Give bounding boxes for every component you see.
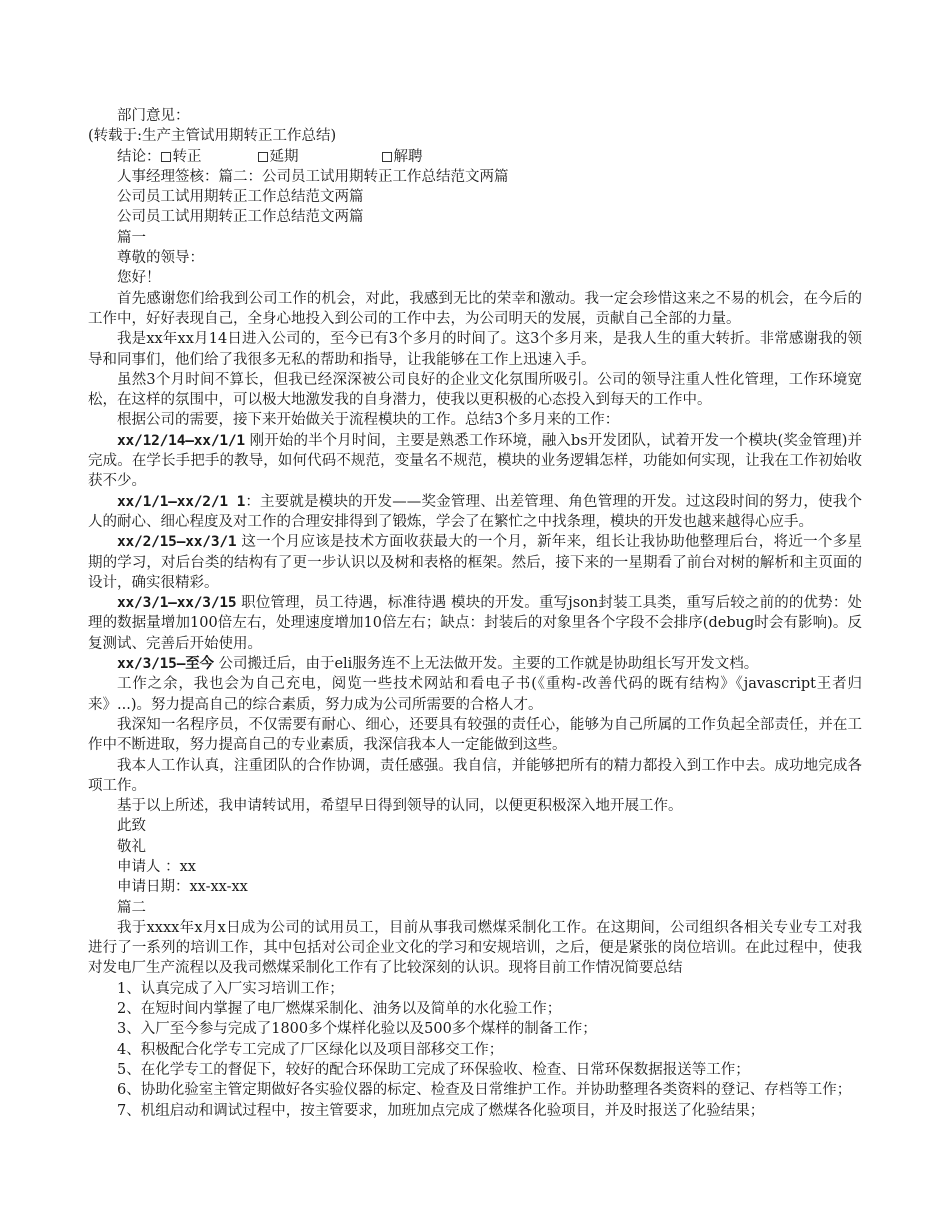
doc-title: 公司员工试用期转正工作总结范文两篇 xyxy=(117,189,364,206)
closing: 此致 xyxy=(117,818,146,835)
paragraph: 我于xxxx年x月x日成为公司的试用员工，目前从事我司燃煤采制化工作。在这期间，公司组织各相关专业专工对我进行了一系列的培训工作，其中包括对公司企业文化的学习和安规培训，之后，便是紧张的岗位培训。在此过程中，使我对发电厂生产流程以及我司燃煤采制化工作有了比较深刻的认识。现将目前工作情况简要总结 xyxy=(88,919,862,977)
applicant: 申请人 ：xx xyxy=(117,858,196,875)
list-item: 2、在短时间内掌握了电厂燃煤采制化、油务以及简单的水化验工作； xyxy=(117,1001,562,1018)
closing: 敬礼 xyxy=(117,838,146,855)
timeline-text: 公司搬迁后，由于eli服务连不上无法做开发。主要的工作就是协助组长写开发文档。 xyxy=(213,656,759,673)
timeline-date: xx/12/14—xx/1/1 xyxy=(117,432,245,449)
verdict-row xyxy=(88,147,862,167)
list-item: 5、在化学专工的督促下，较好的配合环保助工完成了环保验收、检查、日常环保数据报送等工作； xyxy=(117,1061,750,1078)
verdict-option-confirm: 转正 xyxy=(172,148,202,165)
list-item: 1、认真完成了入厂实习培训工作； xyxy=(117,980,344,997)
timeline-date: xx/3/1—xx/3/15 xyxy=(117,595,237,612)
doc-title: 公司员工试用期转正工作总结范文两篇 xyxy=(117,209,364,226)
paragraph: 工作之余，我也会为自己充电，阅览一些技术网站和看电子书(《重构-改善代码的既有结构》《javascript王者归来》...)。努力提高自己的综合素质，努力成为公司所需要的合格人才。 xyxy=(88,676,862,713)
hr-signoff: 人事经理签核：篇二：公司员工试用期转正工作总结范文两篇 xyxy=(117,168,509,185)
reprint-note: (转载于:生产主管试用期转正工作总结) xyxy=(88,128,337,145)
checkbox-icon xyxy=(382,152,392,162)
paragraph: 我是xx年xx月14日进入公司的，至今已有3个多月的时间了。这3个多月来，是我人生的重大转折。非常感谢我的领导和同事们，他们给了我很多无私的帮助和指导，让我能够在工作上迅速入手。 xyxy=(88,331,862,368)
verdict-option-extend: 延期 xyxy=(269,148,299,165)
timeline-entry xyxy=(88,492,862,533)
verdict-option-dismiss: 解聘 xyxy=(393,148,423,165)
paragraph: 我深知一名程序员，不仅需要有耐心、细心，还要具有较强的责任心，能够为自己所属的工作负起全部责任，并在工作中不断进取，努力提高自己的专业素质，我深信我本人一定能做到这些。 xyxy=(88,716,862,754)
timeline-entry xyxy=(88,431,862,492)
timeline-text: 职位管理，员工待遇，标准待遇 模块的开发。重写json封装工具类，重写后较之前的的优势：处理的数据量增加100倍左右，处理速度增加10倍左右；缺点：封装后的对象里各个字段不会排序(debug时会有影响)。反复测试、完善后开始使用。 xyxy=(88,595,862,652)
checkbox-icon xyxy=(258,152,268,162)
paragraph: 我本人工作认真，注重团队的合作协调，责任感强。我自信，并能够把所有的精力都投入到工作中去。成功地完成各项工作。 xyxy=(88,757,862,794)
list-item: 7、机组启动和调试过程中，按主管要求，加班加点完成了燃煤各化验项目，并及时报送了化验结果； xyxy=(117,1102,765,1119)
checkbox-icon xyxy=(161,152,171,162)
paragraph: 首先感谢您们给我到公司工作的机会，对此，我感到无比的荣幸和激动。我一定会珍惜这来之不易的机会，在今后的工作中，好好表现自己，全身心地投入到公司的工作中去，为公司明天的发展，贡献自己全部的力量。 xyxy=(88,290,862,327)
list-item: 6、协助化验室主管定期做好各实验仪器的标定、检查及日常维护工作。并协助整理各类资料的登记、存档等工作； xyxy=(117,1082,852,1099)
timeline-date: xx/1/1—xx/2/1 1 xyxy=(117,493,246,510)
paragraph: 基于以上所述，我申请转试用，希望早日得到领导的认同，以便更积极深入地开展工作。 xyxy=(117,798,683,815)
timeline-entry xyxy=(88,654,862,674)
timeline-date: xx/2/15—xx/3/1 xyxy=(117,534,237,551)
timeline-date: xx/3/15—至今 xyxy=(117,656,214,673)
application-date: 申请日期：xx-xx-xx xyxy=(117,879,248,896)
timeline-text: ：主要就是模块的开发——奖金管理、出差管理、角色管理的开发。过这段时间的努力，使我个人的耐心、细心程度及对工作的合理安排得到了锻炼，学会了在繁忙之中找条理，模块的开发也越来越得心应手。 xyxy=(88,493,862,530)
greeting: 您好！ xyxy=(117,270,161,287)
timeline-text: 这一个月应该是技术方面收获最大的一个月，新年来，组长让我协助他整理后台，将近一个多星期的学习，对后台类的结构有了更一步认识以及树和表格的框架。然后，接下来的一星期看了前台对树的解析和主页面的设计，确实很精彩。 xyxy=(88,534,862,591)
dept-opinion: 部门意见： xyxy=(117,108,190,124)
paragraph: 根据公司的需要，接下来开始做关于流程模块的工作。总结3个多月来的工作： xyxy=(117,412,620,429)
section-heading: 篇一 xyxy=(117,229,146,246)
timeline-text: 刚开始的半个月时间，主要是熟悉工作环境，融入bs开发团队，试着开发一个模块(奖金管理)并完成。在学长手把手的教导，如何代码不规范，变量名不规范，模块的业务逻辑怎样，功能如何实现，让我在工作初始收获不少。 xyxy=(88,432,862,490)
list-item: 3、入厂至今参与完成了1800多个煤样化验以及500多个煤样的制备工作； xyxy=(117,1021,597,1038)
section-heading: 篇二 xyxy=(117,899,146,916)
verdict-label: 结论： xyxy=(117,148,161,165)
timeline-entry xyxy=(88,532,862,593)
list-item: 4、积极配合化学专工完成了厂区绿化以及项目部移交工作； xyxy=(117,1041,504,1058)
salutation: 尊敬的领导： xyxy=(117,250,204,267)
timeline-entry xyxy=(88,593,862,654)
paragraph: 虽然3个月时间不算长，但我已经深深被公司良好的企业文化氛围所吸引。公司的领导注重人性化管理，工作环境宽松，在这样的氛围中，可以极大地激发我的自身潜力，使我以更积极的心态投入到每天的工作中。 xyxy=(88,371,862,409)
